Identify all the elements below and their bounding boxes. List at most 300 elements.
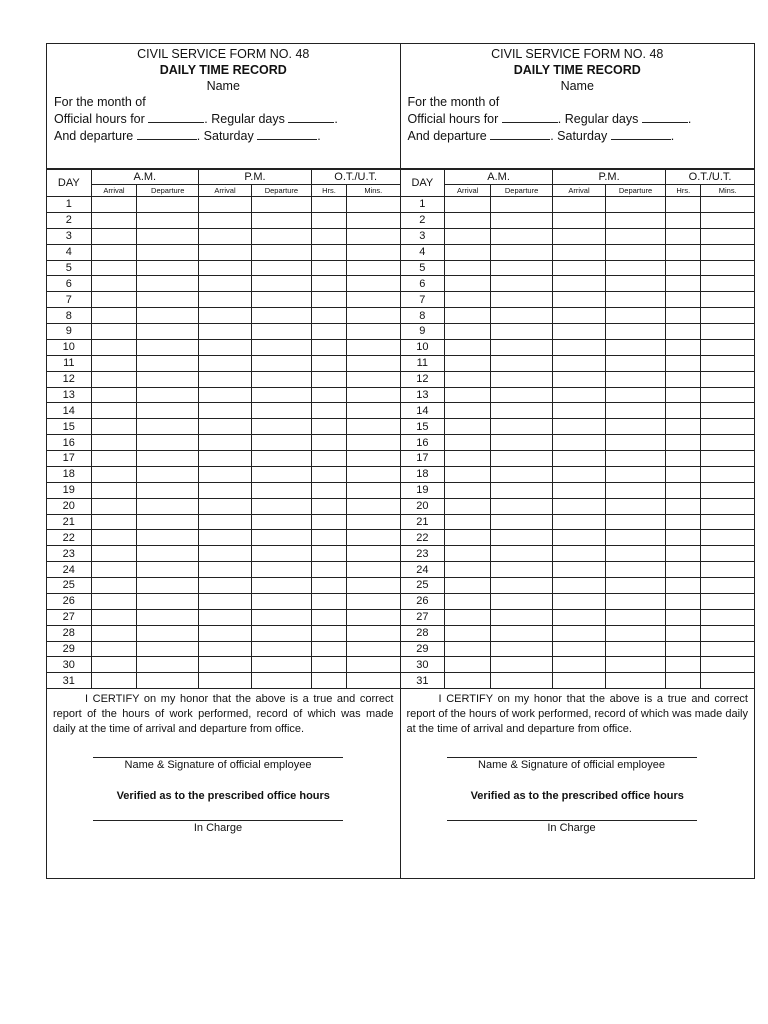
pm-departure-cell[interactable] xyxy=(251,276,311,292)
am-departure-cell[interactable] xyxy=(491,276,553,292)
pm-arrival-cell[interactable] xyxy=(199,276,252,292)
pm-departure-cell[interactable] xyxy=(606,546,666,562)
am-arrival-cell[interactable] xyxy=(91,260,137,276)
am-departure-cell[interactable] xyxy=(491,673,553,689)
am-departure-cell[interactable] xyxy=(137,451,199,467)
hrs-cell[interactable] xyxy=(311,228,346,244)
mins-cell[interactable] xyxy=(347,641,400,657)
pm-departure-cell[interactable] xyxy=(606,641,666,657)
am-departure-cell[interactable] xyxy=(491,419,553,435)
am-arrival-cell[interactable] xyxy=(91,355,137,371)
am-departure-cell[interactable] xyxy=(137,355,199,371)
mins-cell[interactable] xyxy=(347,498,400,514)
pm-arrival-cell[interactable] xyxy=(553,641,606,657)
am-departure-cell[interactable] xyxy=(491,530,553,546)
hrs-cell[interactable] xyxy=(311,451,346,467)
departure-blank[interactable] xyxy=(137,128,197,140)
am-arrival-cell[interactable] xyxy=(445,276,491,292)
pm-departure-cell[interactable] xyxy=(606,451,666,467)
am-arrival-cell[interactable] xyxy=(91,435,137,451)
pm-departure-cell[interactable] xyxy=(606,435,666,451)
am-arrival-cell[interactable] xyxy=(445,260,491,276)
am-arrival-cell[interactable] xyxy=(445,339,491,355)
am-arrival-cell[interactable] xyxy=(91,308,137,324)
am-arrival-cell[interactable] xyxy=(445,419,491,435)
mins-cell[interactable] xyxy=(347,419,400,435)
mins-cell[interactable] xyxy=(347,371,400,387)
hrs-cell[interactable] xyxy=(311,276,346,292)
hrs-cell[interactable] xyxy=(666,371,701,387)
hrs-cell[interactable] xyxy=(311,641,346,657)
mins-cell[interactable] xyxy=(701,324,754,340)
am-departure-cell[interactable] xyxy=(491,546,553,562)
am-arrival-cell[interactable] xyxy=(445,625,491,641)
mins-cell[interactable] xyxy=(347,308,400,324)
mins-cell[interactable] xyxy=(347,339,400,355)
pm-arrival-cell[interactable] xyxy=(199,673,252,689)
am-arrival-cell[interactable] xyxy=(445,355,491,371)
pm-departure-cell[interactable] xyxy=(251,673,311,689)
am-departure-cell[interactable] xyxy=(137,435,199,451)
mins-cell[interactable] xyxy=(347,466,400,482)
mins-cell[interactable] xyxy=(347,228,400,244)
hrs-cell[interactable] xyxy=(666,339,701,355)
hrs-cell[interactable] xyxy=(666,514,701,530)
pm-departure-cell[interactable] xyxy=(606,244,666,260)
pm-departure-cell[interactable] xyxy=(606,657,666,673)
official-hours-blank[interactable] xyxy=(148,111,204,123)
am-departure-cell[interactable] xyxy=(137,498,199,514)
pm-arrival-cell[interactable] xyxy=(199,482,252,498)
pm-departure-cell[interactable] xyxy=(606,419,666,435)
mins-cell[interactable] xyxy=(347,324,400,340)
mins-cell[interactable] xyxy=(701,609,754,625)
pm-departure-cell[interactable] xyxy=(606,371,666,387)
am-departure-cell[interactable] xyxy=(491,451,553,467)
am-departure-cell[interactable] xyxy=(137,212,199,228)
mins-cell[interactable] xyxy=(701,593,754,609)
pm-departure-cell[interactable] xyxy=(606,514,666,530)
pm-arrival-cell[interactable] xyxy=(553,292,606,308)
mins-cell[interactable] xyxy=(701,308,754,324)
am-arrival-cell[interactable] xyxy=(91,339,137,355)
am-arrival-cell[interactable] xyxy=(445,197,491,213)
pm-arrival-cell[interactable] xyxy=(199,308,252,324)
pm-departure-cell[interactable] xyxy=(606,609,666,625)
hrs-cell[interactable] xyxy=(666,292,701,308)
am-departure-cell[interactable] xyxy=(137,276,199,292)
pm-departure-cell[interactable] xyxy=(251,578,311,594)
hrs-cell[interactable] xyxy=(311,371,346,387)
pm-arrival-cell[interactable] xyxy=(553,371,606,387)
mins-cell[interactable] xyxy=(701,530,754,546)
hrs-cell[interactable] xyxy=(666,578,701,594)
pm-departure-cell[interactable] xyxy=(606,498,666,514)
am-arrival-cell[interactable] xyxy=(445,212,491,228)
am-departure-cell[interactable] xyxy=(491,625,553,641)
am-departure-cell[interactable] xyxy=(137,244,199,260)
am-arrival-cell[interactable] xyxy=(445,514,491,530)
pm-departure-cell[interactable] xyxy=(251,197,311,213)
pm-departure-cell[interactable] xyxy=(251,212,311,228)
mins-cell[interactable] xyxy=(347,276,400,292)
pm-arrival-cell[interactable] xyxy=(553,228,606,244)
am-departure-cell[interactable] xyxy=(137,339,199,355)
hrs-cell[interactable] xyxy=(311,419,346,435)
hrs-cell[interactable] xyxy=(666,308,701,324)
am-arrival-cell[interactable] xyxy=(91,292,137,308)
mins-cell[interactable] xyxy=(701,197,754,213)
am-departure-cell[interactable] xyxy=(491,308,553,324)
pm-arrival-cell[interactable] xyxy=(553,482,606,498)
am-departure-cell[interactable] xyxy=(491,197,553,213)
pm-arrival-cell[interactable] xyxy=(199,292,252,308)
hrs-cell[interactable] xyxy=(311,673,346,689)
pm-arrival-cell[interactable] xyxy=(553,451,606,467)
mins-cell[interactable] xyxy=(347,482,400,498)
pm-departure-cell[interactable] xyxy=(606,593,666,609)
pm-arrival-cell[interactable] xyxy=(553,387,606,403)
pm-arrival-cell[interactable] xyxy=(199,641,252,657)
am-departure-cell[interactable] xyxy=(491,657,553,673)
am-arrival-cell[interactable] xyxy=(91,578,137,594)
mins-cell[interactable] xyxy=(347,673,400,689)
hrs-cell[interactable] xyxy=(666,419,701,435)
pm-arrival-cell[interactable] xyxy=(199,339,252,355)
pm-arrival-cell[interactable] xyxy=(199,657,252,673)
hrs-cell[interactable] xyxy=(311,435,346,451)
hrs-cell[interactable] xyxy=(311,466,346,482)
hrs-cell[interactable] xyxy=(666,498,701,514)
pm-arrival-cell[interactable] xyxy=(199,371,252,387)
am-departure-cell[interactable] xyxy=(491,324,553,340)
am-departure-cell[interactable] xyxy=(491,482,553,498)
mins-cell[interactable] xyxy=(701,339,754,355)
pm-departure-cell[interactable] xyxy=(606,260,666,276)
am-arrival-cell[interactable] xyxy=(445,673,491,689)
hrs-cell[interactable] xyxy=(666,530,701,546)
mins-cell[interactable] xyxy=(701,228,754,244)
pm-arrival-cell[interactable] xyxy=(199,451,252,467)
pm-arrival-cell[interactable] xyxy=(199,403,252,419)
pm-arrival-cell[interactable] xyxy=(553,673,606,689)
am-departure-cell[interactable] xyxy=(137,466,199,482)
am-departure-cell[interactable] xyxy=(137,228,199,244)
am-departure-cell[interactable] xyxy=(137,673,199,689)
pm-departure-cell[interactable] xyxy=(606,212,666,228)
pm-departure-cell[interactable] xyxy=(606,673,666,689)
hrs-cell[interactable] xyxy=(311,498,346,514)
mins-cell[interactable] xyxy=(347,260,400,276)
hrs-cell[interactable] xyxy=(311,324,346,340)
mins-cell[interactable] xyxy=(347,197,400,213)
am-arrival-cell[interactable] xyxy=(91,244,137,260)
mins-cell[interactable] xyxy=(347,625,400,641)
pm-arrival-cell[interactable] xyxy=(553,435,606,451)
mins-cell[interactable] xyxy=(701,657,754,673)
saturday-blank[interactable] xyxy=(611,128,671,140)
pm-arrival-cell[interactable] xyxy=(199,593,252,609)
in-charge-signature-line[interactable] xyxy=(447,820,697,821)
pm-arrival-cell[interactable] xyxy=(553,419,606,435)
am-departure-cell[interactable] xyxy=(491,578,553,594)
mins-cell[interactable] xyxy=(701,387,754,403)
am-arrival-cell[interactable] xyxy=(91,546,137,562)
hrs-cell[interactable] xyxy=(666,197,701,213)
am-departure-cell[interactable] xyxy=(491,466,553,482)
pm-departure-cell[interactable] xyxy=(251,228,311,244)
mins-cell[interactable] xyxy=(701,562,754,578)
am-arrival-cell[interactable] xyxy=(91,403,137,419)
mins-cell[interactable] xyxy=(701,355,754,371)
am-departure-cell[interactable] xyxy=(491,228,553,244)
pm-arrival-cell[interactable] xyxy=(199,562,252,578)
am-departure-cell[interactable] xyxy=(491,355,553,371)
am-departure-cell[interactable] xyxy=(491,403,553,419)
am-arrival-cell[interactable] xyxy=(445,546,491,562)
pm-departure-cell[interactable] xyxy=(251,308,311,324)
pm-arrival-cell[interactable] xyxy=(199,466,252,482)
hrs-cell[interactable] xyxy=(311,403,346,419)
am-departure-cell[interactable] xyxy=(491,244,553,260)
hrs-cell[interactable] xyxy=(311,308,346,324)
am-arrival-cell[interactable] xyxy=(91,466,137,482)
pm-arrival-cell[interactable] xyxy=(553,514,606,530)
pm-arrival-cell[interactable] xyxy=(553,625,606,641)
pm-departure-cell[interactable] xyxy=(251,514,311,530)
am-arrival-cell[interactable] xyxy=(445,562,491,578)
am-departure-cell[interactable] xyxy=(137,260,199,276)
hrs-cell[interactable] xyxy=(666,625,701,641)
am-arrival-cell[interactable] xyxy=(91,371,137,387)
hrs-cell[interactable] xyxy=(666,212,701,228)
am-departure-cell[interactable] xyxy=(137,625,199,641)
pm-departure-cell[interactable] xyxy=(606,578,666,594)
regular-days-blank[interactable] xyxy=(288,111,334,123)
pm-departure-cell[interactable] xyxy=(606,292,666,308)
am-arrival-cell[interactable] xyxy=(445,578,491,594)
pm-departure-cell[interactable] xyxy=(251,498,311,514)
pm-arrival-cell[interactable] xyxy=(553,562,606,578)
am-arrival-cell[interactable] xyxy=(445,403,491,419)
pm-arrival-cell[interactable] xyxy=(553,339,606,355)
pm-departure-cell[interactable] xyxy=(606,403,666,419)
am-arrival-cell[interactable] xyxy=(91,625,137,641)
departure-blank[interactable] xyxy=(490,128,550,140)
hrs-cell[interactable] xyxy=(666,482,701,498)
am-departure-cell[interactable] xyxy=(137,546,199,562)
am-departure-cell[interactable] xyxy=(491,641,553,657)
pm-arrival-cell[interactable] xyxy=(199,260,252,276)
am-departure-cell[interactable] xyxy=(491,514,553,530)
mins-cell[interactable] xyxy=(347,403,400,419)
pm-arrival-cell[interactable] xyxy=(199,609,252,625)
hrs-cell[interactable] xyxy=(311,578,346,594)
hrs-cell[interactable] xyxy=(311,244,346,260)
am-departure-cell[interactable] xyxy=(491,212,553,228)
am-arrival-cell[interactable] xyxy=(91,482,137,498)
hrs-cell[interactable] xyxy=(311,260,346,276)
pm-arrival-cell[interactable] xyxy=(553,355,606,371)
pm-arrival-cell[interactable] xyxy=(199,546,252,562)
am-arrival-cell[interactable] xyxy=(91,593,137,609)
am-departure-cell[interactable] xyxy=(137,197,199,213)
am-arrival-cell[interactable] xyxy=(91,387,137,403)
am-arrival-cell[interactable] xyxy=(91,530,137,546)
am-departure-cell[interactable] xyxy=(137,578,199,594)
am-departure-cell[interactable] xyxy=(491,339,553,355)
pm-departure-cell[interactable] xyxy=(251,419,311,435)
pm-arrival-cell[interactable] xyxy=(553,324,606,340)
pm-arrival-cell[interactable] xyxy=(553,403,606,419)
pm-arrival-cell[interactable] xyxy=(553,466,606,482)
am-arrival-cell[interactable] xyxy=(91,657,137,673)
pm-arrival-cell[interactable] xyxy=(199,530,252,546)
am-departure-cell[interactable] xyxy=(137,562,199,578)
pm-departure-cell[interactable] xyxy=(606,339,666,355)
pm-departure-cell[interactable] xyxy=(251,641,311,657)
pm-arrival-cell[interactable] xyxy=(199,212,252,228)
pm-departure-cell[interactable] xyxy=(606,387,666,403)
hrs-cell[interactable] xyxy=(311,562,346,578)
mins-cell[interactable] xyxy=(701,276,754,292)
hrs-cell[interactable] xyxy=(311,355,346,371)
am-arrival-cell[interactable] xyxy=(91,451,137,467)
mins-cell[interactable] xyxy=(701,244,754,260)
mins-cell[interactable] xyxy=(701,625,754,641)
pm-arrival-cell[interactable] xyxy=(199,197,252,213)
am-arrival-cell[interactable] xyxy=(445,641,491,657)
pm-departure-cell[interactable] xyxy=(606,482,666,498)
am-departure-cell[interactable] xyxy=(491,387,553,403)
mins-cell[interactable] xyxy=(347,292,400,308)
am-departure-cell[interactable] xyxy=(137,514,199,530)
pm-departure-cell[interactable] xyxy=(251,387,311,403)
am-arrival-cell[interactable] xyxy=(445,609,491,625)
mins-cell[interactable] xyxy=(701,403,754,419)
am-arrival-cell[interactable] xyxy=(91,641,137,657)
am-arrival-cell[interactable] xyxy=(445,308,491,324)
mins-cell[interactable] xyxy=(701,578,754,594)
am-departure-cell[interactable] xyxy=(491,498,553,514)
am-arrival-cell[interactable] xyxy=(445,387,491,403)
am-arrival-cell[interactable] xyxy=(445,292,491,308)
hrs-cell[interactable] xyxy=(311,657,346,673)
am-departure-cell[interactable] xyxy=(491,593,553,609)
pm-departure-cell[interactable] xyxy=(251,371,311,387)
am-arrival-cell[interactable] xyxy=(445,324,491,340)
pm-arrival-cell[interactable] xyxy=(553,578,606,594)
mins-cell[interactable] xyxy=(701,435,754,451)
mins-cell[interactable] xyxy=(701,451,754,467)
am-departure-cell[interactable] xyxy=(491,260,553,276)
mins-cell[interactable] xyxy=(347,562,400,578)
am-departure-cell[interactable] xyxy=(137,403,199,419)
hrs-cell[interactable] xyxy=(666,546,701,562)
pm-departure-cell[interactable] xyxy=(606,625,666,641)
am-departure-cell[interactable] xyxy=(137,609,199,625)
hrs-cell[interactable] xyxy=(666,387,701,403)
hrs-cell[interactable] xyxy=(311,593,346,609)
hrs-cell[interactable] xyxy=(666,324,701,340)
pm-arrival-cell[interactable] xyxy=(199,244,252,260)
hrs-cell[interactable] xyxy=(666,641,701,657)
am-arrival-cell[interactable] xyxy=(445,657,491,673)
am-arrival-cell[interactable] xyxy=(445,593,491,609)
pm-departure-cell[interactable] xyxy=(251,292,311,308)
hrs-cell[interactable] xyxy=(666,562,701,578)
hrs-cell[interactable] xyxy=(311,625,346,641)
pm-departure-cell[interactable] xyxy=(251,339,311,355)
employee-signature-line[interactable] xyxy=(93,757,343,758)
pm-departure-cell[interactable] xyxy=(251,625,311,641)
pm-arrival-cell[interactable] xyxy=(553,276,606,292)
pm-departure-cell[interactable] xyxy=(251,609,311,625)
pm-departure-cell[interactable] xyxy=(251,403,311,419)
mins-cell[interactable] xyxy=(701,371,754,387)
am-departure-cell[interactable] xyxy=(137,530,199,546)
mins-cell[interactable] xyxy=(701,292,754,308)
pm-arrival-cell[interactable] xyxy=(553,530,606,546)
am-arrival-cell[interactable] xyxy=(91,419,137,435)
am-arrival-cell[interactable] xyxy=(91,276,137,292)
pm-departure-cell[interactable] xyxy=(251,546,311,562)
pm-arrival-cell[interactable] xyxy=(553,260,606,276)
am-arrival-cell[interactable] xyxy=(445,435,491,451)
mins-cell[interactable] xyxy=(701,641,754,657)
hrs-cell[interactable] xyxy=(666,355,701,371)
in-charge-signature-line[interactable] xyxy=(93,820,343,821)
hrs-cell[interactable] xyxy=(666,657,701,673)
am-arrival-cell[interactable] xyxy=(91,228,137,244)
am-arrival-cell[interactable] xyxy=(445,498,491,514)
am-arrival-cell[interactable] xyxy=(91,609,137,625)
pm-departure-cell[interactable] xyxy=(251,260,311,276)
mins-cell[interactable] xyxy=(347,530,400,546)
am-arrival-cell[interactable] xyxy=(445,482,491,498)
hrs-cell[interactable] xyxy=(311,514,346,530)
am-arrival-cell[interactable] xyxy=(91,324,137,340)
pm-departure-cell[interactable] xyxy=(606,355,666,371)
am-arrival-cell[interactable] xyxy=(445,228,491,244)
pm-departure-cell[interactable] xyxy=(251,451,311,467)
pm-departure-cell[interactable] xyxy=(606,197,666,213)
mins-cell[interactable] xyxy=(347,451,400,467)
pm-departure-cell[interactable] xyxy=(606,308,666,324)
mins-cell[interactable] xyxy=(701,673,754,689)
hrs-cell[interactable] xyxy=(311,212,346,228)
pm-arrival-cell[interactable] xyxy=(199,514,252,530)
mins-cell[interactable] xyxy=(701,212,754,228)
am-arrival-cell[interactable] xyxy=(91,498,137,514)
pm-departure-cell[interactable] xyxy=(606,466,666,482)
saturday-blank[interactable] xyxy=(257,128,317,140)
pm-departure-cell[interactable] xyxy=(251,244,311,260)
pm-arrival-cell[interactable] xyxy=(553,609,606,625)
hrs-cell[interactable] xyxy=(666,466,701,482)
am-arrival-cell[interactable] xyxy=(445,466,491,482)
mins-cell[interactable] xyxy=(347,609,400,625)
hrs-cell[interactable] xyxy=(311,482,346,498)
pm-departure-cell[interactable] xyxy=(251,355,311,371)
am-departure-cell[interactable] xyxy=(491,562,553,578)
mins-cell[interactable] xyxy=(701,482,754,498)
am-departure-cell[interactable] xyxy=(137,371,199,387)
pm-departure-cell[interactable] xyxy=(251,482,311,498)
pm-departure-cell[interactable] xyxy=(251,324,311,340)
pm-arrival-cell[interactable] xyxy=(553,593,606,609)
hrs-cell[interactable] xyxy=(311,197,346,213)
